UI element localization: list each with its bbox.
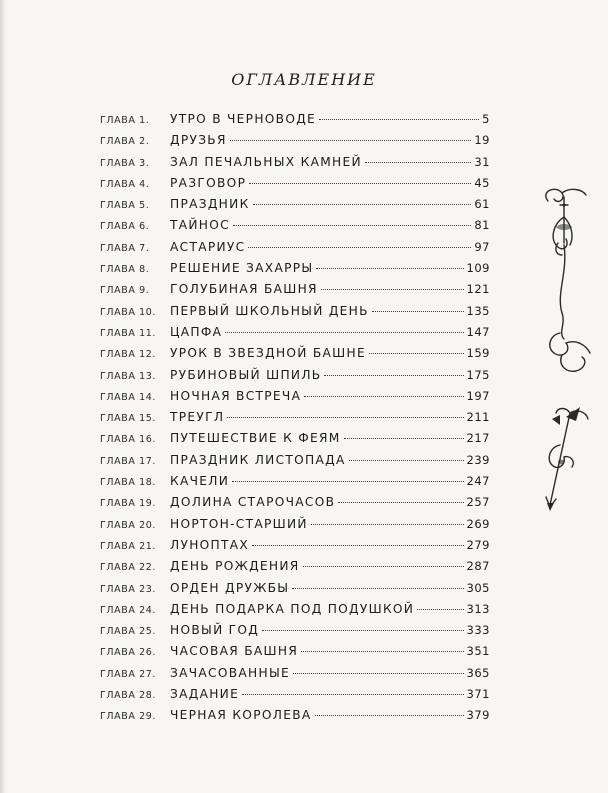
chapter-label: ГЛАВА 25. <box>100 626 156 638</box>
chapter-title: ЦАПФА <box>170 324 223 339</box>
chapter-title: ДЕНЬ ПОДАРКА ПОД ПОДУШКОЙ <box>170 601 415 616</box>
chapter-page-number: 333 <box>466 623 490 638</box>
chapter-title: ПУТЕШЕСТВИЕ К ФЕЯМ <box>170 431 341 446</box>
chapter-title: ДЕНЬ РОЖДЕНИЯ <box>170 559 300 574</box>
chapter-label: ГЛАВА 17. <box>100 455 156 467</box>
chapter-page-number: 175 <box>466 367 490 382</box>
toc-entry <box>100 708 490 729</box>
chapter-label: ГЛАВА 29. <box>100 711 156 723</box>
chapter-label: ГЛАВА 15. <box>100 413 156 425</box>
dot-leader <box>319 119 479 120</box>
toc-entry <box>100 431 490 452</box>
chapter-title: ТРЕУГЛ <box>170 410 225 425</box>
chapter-label: ГЛАВА 27. <box>100 668 156 680</box>
chapter-label: ГЛАВА 13. <box>100 370 156 382</box>
chapter-label: ГЛАВА 14. <box>100 391 156 403</box>
chapter-page-number: 239 <box>466 452 490 467</box>
chapter-page-number: 313 <box>466 601 490 616</box>
chapter-title: ОРДЕН ДРУЖБЫ <box>170 580 290 595</box>
toc-entry <box>100 453 490 474</box>
chapter-label: ГЛАВА 19. <box>100 498 156 510</box>
chapter-title: ДРУЗЬЯ <box>170 133 227 148</box>
flourish-ornament-icon <box>536 183 596 383</box>
page-title: ОГЛАВЛЕНИЕ <box>231 70 377 89</box>
dot-leader <box>233 225 471 226</box>
chapter-title: НОВЫЙ ГОД <box>170 623 260 638</box>
chapter-title: ПРАЗДНИК ЛИСТОПАДА <box>170 452 346 467</box>
chapter-title: РЕШЕНИЕ ЗАХАРРЫ <box>170 261 314 276</box>
dot-leader <box>321 289 464 290</box>
dot-leader <box>315 715 464 716</box>
toc-entry <box>100 559 490 580</box>
chapter-page-number: 147 <box>466 324 490 339</box>
chapter-title: ЗАЧАСОВАННЫЕ <box>170 665 291 680</box>
chapter-label: ГЛАВА 23. <box>100 583 156 595</box>
chapter-title: ЗАДАНИЕ <box>170 687 240 702</box>
chapter-label: ГЛАВА 28. <box>100 690 156 702</box>
chapter-page-number: 287 <box>466 559 490 574</box>
chapter-page-number: 365 <box>466 665 490 680</box>
toc-entry <box>100 197 490 218</box>
dot-leader <box>248 247 471 248</box>
chapter-page-number: 109 <box>466 261 490 276</box>
chapter-title: ПЕРВЫЙ ШКОЛЬНЫЙ ДЕНЬ <box>170 303 369 318</box>
toc-entry <box>100 133 490 154</box>
chapter-label: ГЛАВА 10. <box>100 306 156 318</box>
dot-leader <box>227 417 463 418</box>
chapter-label: ГЛАВА 2. <box>100 136 150 148</box>
chapter-label: ГЛАВА 6. <box>100 221 150 233</box>
chapter-title: КАЧЕЛИ <box>170 474 230 489</box>
chapter-label: ГЛАВА 4. <box>100 178 150 190</box>
arrow-ornament-icon <box>530 405 600 515</box>
toc-entry <box>100 282 490 303</box>
chapter-label: ГЛАВА 22. <box>100 562 156 574</box>
dot-leader <box>249 183 471 184</box>
chapter-page-number: 269 <box>466 516 490 531</box>
chapter-page-number: 197 <box>466 388 490 403</box>
toc-entry <box>100 261 490 282</box>
dot-leader <box>301 651 463 652</box>
dot-leader <box>417 609 463 610</box>
chapter-label: ГЛАВА 26. <box>100 647 156 659</box>
toc-entry <box>100 410 490 431</box>
chapter-page-number: 211 <box>466 410 490 425</box>
chapter-title: РУБИНОВЫЙ ШПИЛЬ <box>170 367 322 382</box>
chapter-page-number: 135 <box>466 303 490 318</box>
dot-leader <box>311 524 464 525</box>
dot-leader <box>303 566 464 567</box>
chapter-label: ГЛАВА 9. <box>100 285 150 297</box>
toc-entry <box>100 325 490 346</box>
toc-entry <box>100 155 490 176</box>
chapter-label: ГЛАВА 1. <box>100 115 150 126</box>
chapter-title: ПРАЗДНИК <box>170 197 250 212</box>
chapter-page-number: 257 <box>466 495 490 510</box>
chapter-page-number: 81 <box>474 218 490 233</box>
dot-leader <box>372 311 464 312</box>
toc-entry <box>100 517 490 538</box>
chapter-page-number: 5 <box>482 112 490 126</box>
toc-entry <box>100 218 490 239</box>
chapter-page-number: 279 <box>466 537 490 552</box>
page-gutter-shadow <box>0 0 6 793</box>
chapter-page-number: 159 <box>466 346 490 361</box>
dot-leader <box>344 438 464 439</box>
dot-leader <box>338 502 463 503</box>
toc-entry <box>100 687 490 708</box>
chapter-label: ГЛАВА 5. <box>100 200 150 212</box>
dot-leader <box>262 630 463 631</box>
toc-entry <box>100 495 490 516</box>
dot-leader <box>293 673 464 674</box>
chapter-label: ГЛАВА 20. <box>100 519 156 531</box>
dot-leader <box>252 545 464 546</box>
chapter-title: РАЗГОВОР <box>170 175 247 190</box>
dot-leader <box>230 140 472 141</box>
chapter-page-number: 247 <box>466 474 490 489</box>
dot-leader <box>369 353 464 354</box>
toc-entry <box>100 368 490 389</box>
chapter-page-number: 31 <box>474 154 490 169</box>
chapter-page-number: 371 <box>466 687 490 702</box>
chapter-label: ГЛАВА 7. <box>100 242 150 254</box>
chapter-title: АСТАРИУС <box>170 239 246 254</box>
chapter-title: ЧАСОВАЯ БАШНЯ <box>170 644 299 659</box>
toc-entry <box>100 644 490 665</box>
dot-leader <box>316 268 463 269</box>
chapter-title: ТАЙНОС <box>170 218 230 233</box>
chapter-label: ГЛАВА 3. <box>100 157 150 169</box>
dot-leader <box>324 375 463 376</box>
toc-entry <box>100 346 490 367</box>
toc-entry <box>100 581 490 602</box>
chapter-label: ГЛАВА 11. <box>100 327 156 339</box>
dot-leader <box>349 460 464 461</box>
dot-leader <box>232 481 463 482</box>
chapter-page-number: 351 <box>466 644 490 659</box>
chapter-page-number: 97 <box>474 239 490 254</box>
chapter-page-number: 61 <box>474 197 490 212</box>
chapter-title: ЛУНОПТАХ <box>170 537 250 552</box>
chapter-title: ЧЕРНАЯ КОРОЛЕВА <box>170 708 312 723</box>
chapter-page-number: 19 <box>474 133 490 148</box>
toc-entry <box>100 240 490 261</box>
chapter-title: УРОК В ЗВЕЗДНОЙ БАШНЕ <box>170 346 366 361</box>
toc-entry <box>100 666 490 687</box>
chapter-label: ГЛАВА 8. <box>100 264 150 276</box>
toc-entry <box>100 112 490 133</box>
chapter-title: ГОЛУБИНАЯ БАШНЯ <box>170 282 318 297</box>
chapter-label: ГЛАВА 16. <box>100 434 156 446</box>
dot-leader <box>225 332 463 333</box>
toc-entry <box>100 474 490 495</box>
table-of-contents <box>100 112 490 730</box>
toc-entry <box>100 389 490 410</box>
chapter-title: УТРО В ЧЕРНОВОДЕ <box>170 112 317 126</box>
toc-entry <box>100 304 490 325</box>
chapter-page-number: 217 <box>466 431 490 446</box>
toc-entry <box>100 538 490 559</box>
chapter-title: ДОЛИНА СТАРОЧАСОВ <box>170 495 336 510</box>
dot-leader <box>292 588 463 589</box>
chapter-title: НОЧНАЯ ВСТРЕЧА <box>170 388 302 403</box>
chapter-title: НОРТОН-СТАРШИЙ <box>170 516 308 531</box>
chapter-label: ГЛАВА 12. <box>100 349 156 361</box>
chapter-page-number: 45 <box>474 175 490 190</box>
chapter-title: ЗАЛ ПЕЧАЛЬНЫХ КАМНЕЙ <box>170 154 362 169</box>
dot-leader <box>242 694 463 695</box>
chapter-page-number: 305 <box>466 580 490 595</box>
chapter-label: ГЛАВА 21. <box>100 540 156 552</box>
toc-entry <box>100 176 490 197</box>
chapter-label: ГЛАВА 18. <box>100 477 156 489</box>
dot-leader <box>253 204 472 205</box>
dot-leader <box>304 396 463 397</box>
chapter-page-number: 121 <box>466 282 490 297</box>
dot-leader <box>365 162 471 163</box>
toc-entry <box>100 623 490 644</box>
chapter-label: ГЛАВА 24. <box>100 604 156 616</box>
toc-entry <box>100 602 490 623</box>
chapter-page-number: 379 <box>466 708 490 723</box>
